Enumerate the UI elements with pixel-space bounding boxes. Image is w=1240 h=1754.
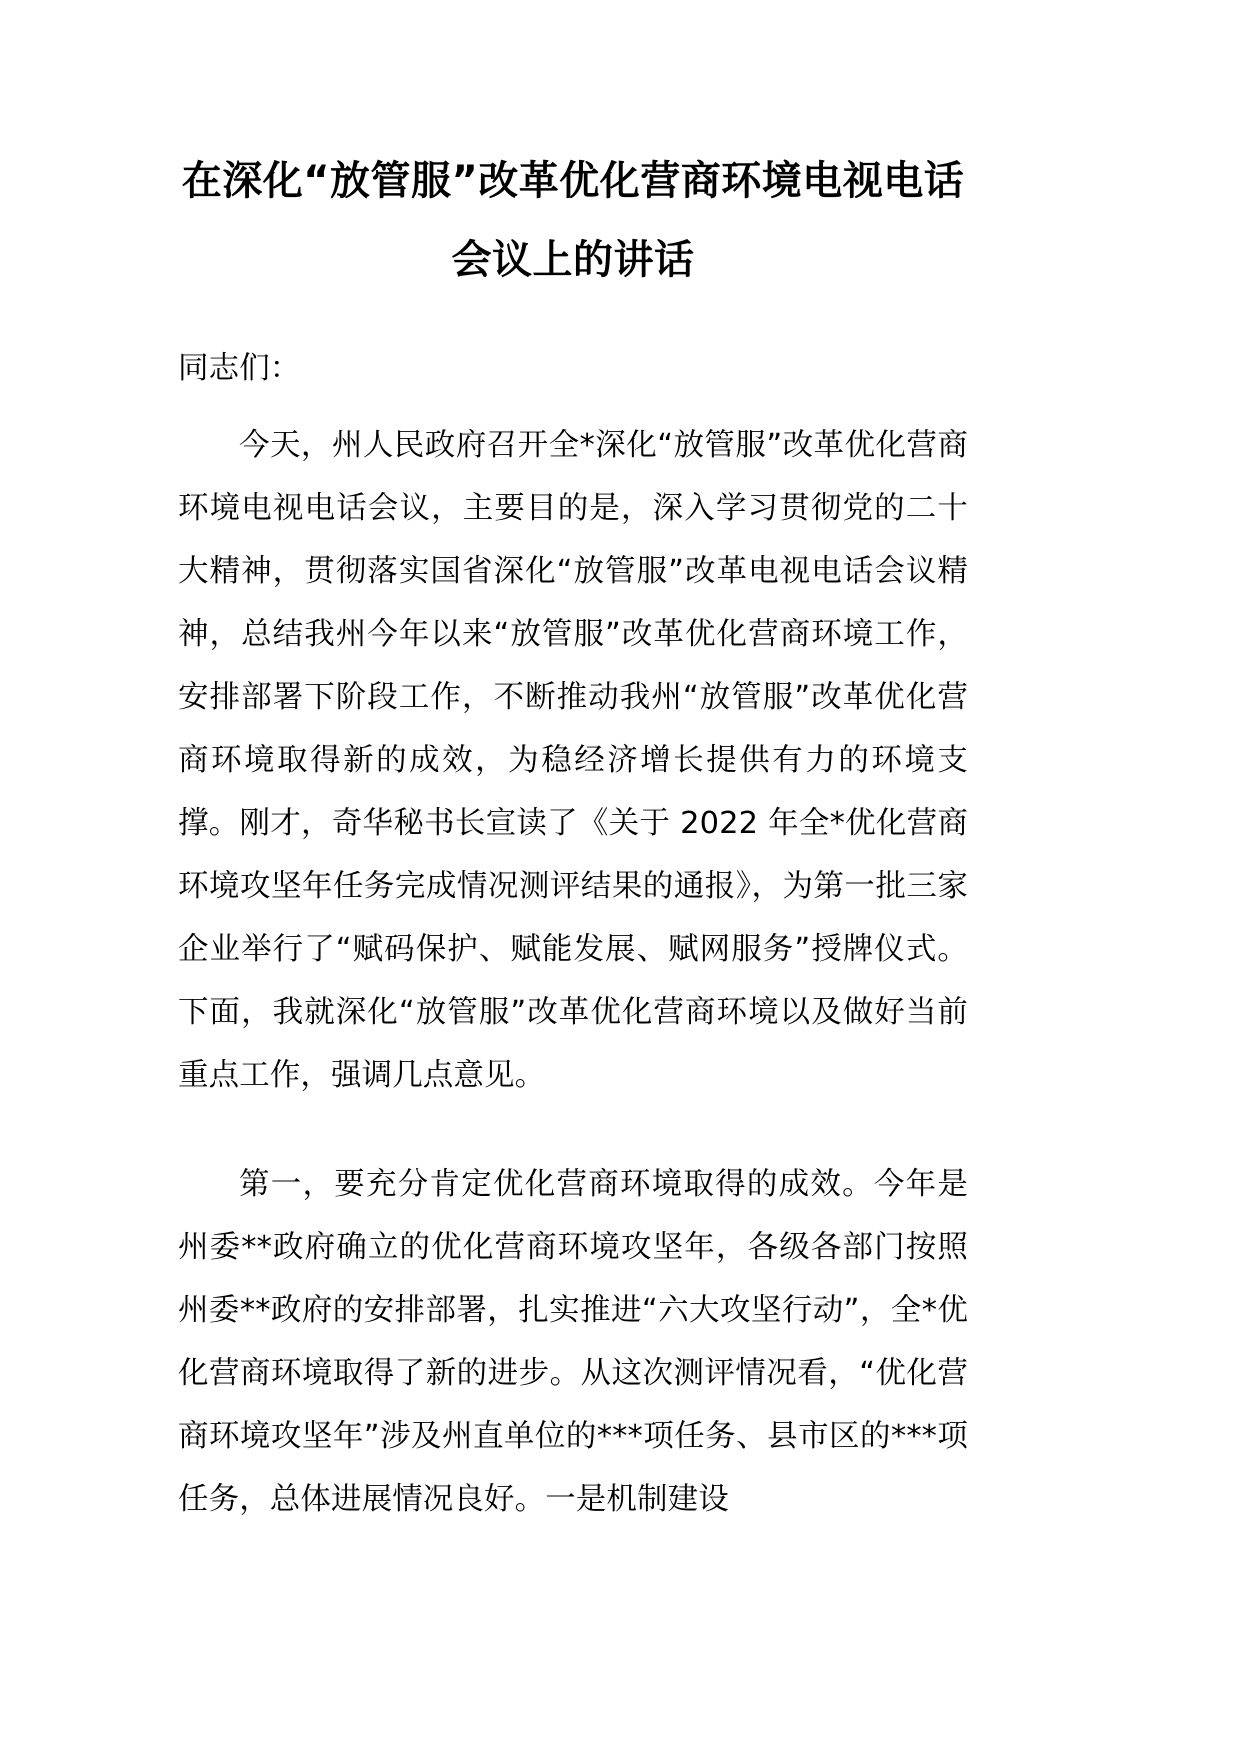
body-paragraph-2: 第一，要充分肯定优化营商环境取得的成效。今年是州委**政府确立的优化营商环境攻坚年，各级各部门按照州委**政府的安排部署，扎实推进“六大攻坚行动”，全*优化营商环境取得了新的进步。从这次测评情况看，“优化营商环境攻坚年”涉及州直单位的***项任务、县市区的***项任务，总体进展情况良好。一是机制建设 [178, 1167, 968, 1517]
document-body [178, 0, 968, 1531]
salutation-paragraph: 同志们： [178, 351, 301, 386]
body-paragraph-1: 今天，州人民政府召开全*深化“放管服”改革优化营商环境电视电话会议，主要目的是，深入学习贯彻党的二十大精神，贯彻落实国省深化“放管服”改革电视电话会议精神，总结我州今年以来“放管服”改革优化营商环境工作，安排部署下阶段工作，不断推动我州“放管服”改革优化营商环境取得新的成效，为稳经济增长提供有力的环境支撑。刚才，奇华秘书长宣读了《关于 2022 年全*优化营商环境攻坚年任务完成情况测评结果的通报》，为第一批三家企业举行了“赋码保护、赋能发展、赋网服务”授牌仪式。下面，我就深化“放管服”改革优化营商环境以及做好当前重点工作，强调几点意见。 [178, 428, 968, 1093]
page-title: 在深化“放管服”改革优化营商环境电视电话会议上的讲话 [181, 158, 965, 283]
